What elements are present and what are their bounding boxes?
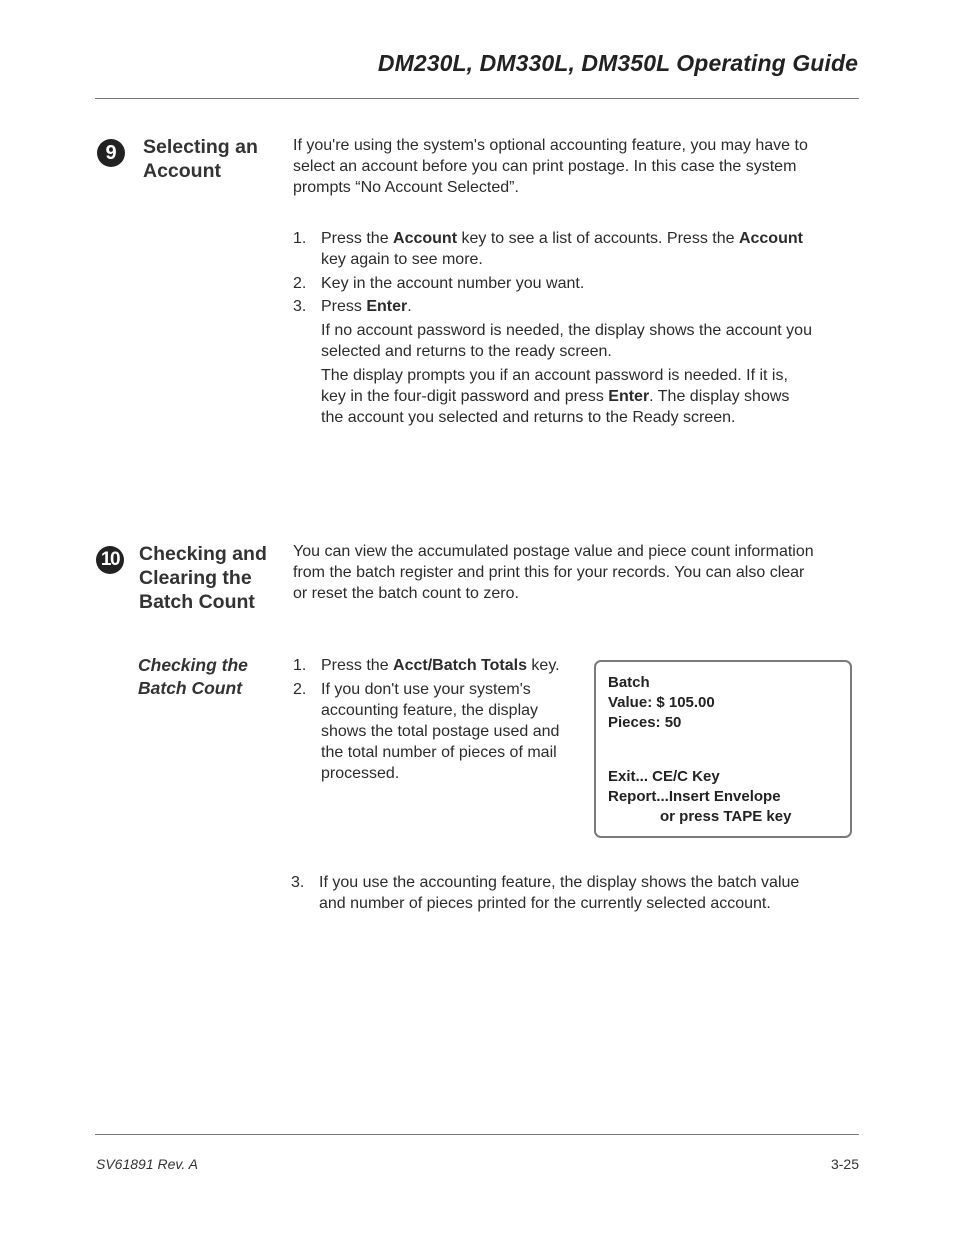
intro-line: from the batch register and print this for your records. You can also clear: [293, 564, 805, 581]
step-text: [319, 872, 799, 914]
step-number: 1.: [293, 657, 307, 674]
text-line: [321, 721, 559, 742]
step-note: [321, 365, 861, 428]
text-run: selected and returns to the ready screen.: [321, 343, 612, 360]
bold-key-name: Account: [738, 230, 803, 247]
text-line: [319, 872, 799, 893]
text-run: and number of pieces printed for the currently selected account.: [319, 895, 771, 912]
display-line: Report...Insert Envelope: [608, 788, 781, 805]
intro-line: You can view the accumulated postage value and piece count information: [293, 543, 814, 560]
header-divider: [95, 98, 859, 99]
section-heading-line: Account: [143, 160, 221, 182]
text-line: [321, 365, 861, 386]
instruction-step: [293, 228, 853, 270]
text-run: . The display shows: [649, 388, 790, 405]
text-line: [321, 763, 559, 784]
text-run: key again to see more.: [321, 251, 483, 268]
section-heading-selecting-account: [143, 135, 258, 183]
text-line: [321, 273, 584, 294]
footer-divider: [95, 1134, 859, 1135]
step-note: [321, 320, 861, 362]
step-number: 3.: [293, 298, 307, 315]
text-run: key to see a list of accounts. Press the: [457, 230, 739, 247]
step-number: 1.: [293, 230, 307, 247]
step-number-badge: 9: [97, 139, 125, 167]
text-run: Press the: [321, 657, 394, 674]
text-line: [321, 700, 559, 721]
text-run: shows the total postage used and: [321, 723, 560, 740]
text-line: [321, 228, 803, 249]
bold-key-name: Account: [393, 230, 458, 247]
text-run: the account you selected and returns to the Ready screen.: [321, 409, 736, 426]
instruction-step: [293, 296, 853, 317]
section-heading-batch-count: [139, 542, 267, 614]
text-run: The display prompts you if an account password is needed. If it is,: [321, 367, 788, 384]
footer-page-number: 3-25: [830, 1156, 859, 1172]
section-intro: [293, 541, 814, 604]
meter-display-screen: [594, 660, 852, 838]
intro-line: prompts “No Account Selected”.: [293, 179, 519, 196]
subsection-heading: [138, 654, 248, 700]
subsection-heading-line: Batch Count: [138, 678, 243, 698]
step-text: [321, 296, 412, 317]
step-text: [321, 679, 559, 784]
text-line: [321, 296, 412, 317]
step-number-badge: 10: [96, 546, 124, 574]
text-line: [319, 893, 799, 914]
text-run: Key in the account number you want.: [321, 275, 585, 292]
step-text: [321, 228, 803, 270]
intro-line: select an account before you can print postage. In this case the system: [293, 158, 797, 175]
display-line: Pieces: 50: [608, 714, 682, 731]
instruction-step: [293, 679, 593, 784]
step-number: 3.: [291, 874, 305, 891]
intro-line: or reset the batch count to zero.: [293, 585, 519, 602]
section-heading-line: Batch Count: [139, 591, 255, 613]
bold-key-name: Acct/Batch Totals: [393, 657, 527, 674]
bold-key-name: Enter: [366, 298, 408, 315]
instruction-step: [293, 273, 853, 294]
subsection-heading-line: Checking the: [138, 655, 248, 675]
instruction-step: [293, 655, 593, 676]
text-run: If you use the accounting feature, the display shows the batch value: [319, 874, 800, 891]
text-run: .: [407, 298, 412, 315]
step-number: 2.: [293, 275, 307, 292]
text-run: Press the: [321, 230, 394, 247]
text-run: key in the four-digit password and press: [321, 388, 609, 405]
text-line: [321, 407, 861, 428]
intro-line: If you're using the system's optional accounting feature, you may have to: [293, 137, 808, 154]
step-text: [321, 655, 560, 676]
section-heading-line: Checking and: [139, 543, 267, 565]
section-heading-line: Selecting an: [143, 136, 258, 158]
text-run: key.: [526, 657, 560, 674]
text-run: Press: [321, 298, 367, 315]
text-run: If no account password is needed, the display shows the account you: [321, 322, 812, 339]
step-number: 2.: [293, 681, 307, 698]
section-intro: [293, 135, 808, 198]
text-run: processed.: [321, 765, 400, 782]
display-line: Batch: [608, 674, 650, 691]
display-line: Value: $ 105.00: [608, 694, 715, 711]
step-text: [321, 273, 584, 294]
bold-key-name: Enter: [608, 388, 650, 405]
page-title: DM230L, DM330L, DM350L Operating Guide: [377, 50, 858, 76]
text-line: [321, 320, 861, 341]
text-run: accounting feature, the display: [321, 702, 539, 719]
text-run: the total number of pieces of mail: [321, 744, 557, 761]
text-line: [321, 341, 861, 362]
footer-document-id: SV61891 Rev. A: [96, 1156, 198, 1172]
text-run: If you don't use your system's: [321, 681, 531, 698]
text-line: [321, 679, 559, 700]
instruction-step: [291, 872, 861, 914]
text-line: [321, 386, 861, 407]
text-line: [321, 655, 560, 676]
section-heading-line: Clearing the: [139, 567, 252, 589]
text-line: [321, 742, 559, 763]
text-line: [321, 249, 803, 270]
display-line: Exit... CE/C Key: [608, 768, 720, 785]
display-line: or press TAPE key: [660, 808, 792, 825]
